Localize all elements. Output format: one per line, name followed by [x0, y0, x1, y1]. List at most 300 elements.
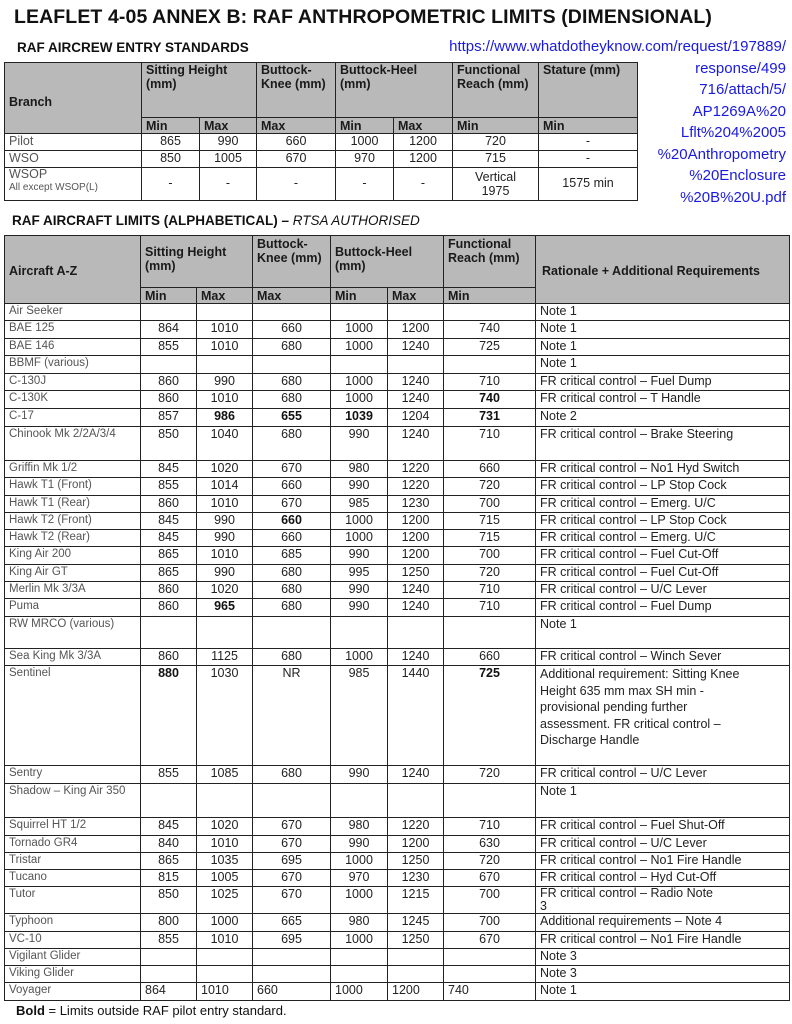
cell-buttock-heel-min: 1039 — [331, 409, 388, 427]
cell-value: - — [257, 168, 336, 201]
cell-sitting-height-min: 845 — [141, 818, 197, 836]
aircraft-name: RW MRCO (various) — [5, 617, 141, 649]
cell-buttock-heel-max: 1220 — [388, 818, 444, 836]
cell-functional-reach-min: 710 — [444, 582, 536, 599]
rationale-note: FR critical control – LP Stop Cock — [536, 513, 790, 530]
cell-buttock-heel-min: 980 — [331, 914, 388, 932]
cell-sitting-height-max: 1010 — [197, 391, 253, 409]
cell-buttock-knee-max: 680 — [253, 391, 331, 409]
cell-functional-reach-min — [444, 784, 536, 818]
cell-buttock-heel-max: 1200 — [388, 836, 444, 853]
cell-buttock-heel-min: 1000 — [331, 530, 388, 547]
cell-buttock-heel-max — [388, 617, 444, 649]
entry-standards-heading: RAF AIRCREW ENTRY STANDARDS — [17, 40, 249, 55]
cell-functional-reach-min — [444, 966, 536, 983]
cell-value: 1200 — [394, 151, 453, 168]
cell-buttock-heel-min: 990 — [331, 582, 388, 599]
cell-sitting-height-max: 1025 — [197, 887, 253, 914]
cell-buttock-heel-max: 1240 — [388, 649, 444, 666]
cell-buttock-knee-max: NR — [253, 666, 331, 766]
cell-sitting-height-min: 880 — [141, 666, 197, 766]
cell-buttock-heel-max — [388, 949, 444, 966]
cell-functional-reach-min: 720 — [444, 766, 536, 784]
table-row — [5, 853, 790, 870]
cell-sitting-height-max: 1005 — [197, 870, 253, 887]
cell-value: 1200 — [394, 134, 453, 151]
aircraft-name: C-130K — [5, 391, 141, 409]
table-row — [5, 565, 790, 582]
cell-buttock-knee-max: 660 — [253, 513, 331, 530]
cell-functional-reach-min: 700 — [444, 547, 536, 565]
cell-value: 1005 — [200, 151, 257, 168]
cell-buttock-knee-max — [253, 784, 331, 818]
cell-sitting-height-max — [197, 356, 253, 374]
rationale-note: FR critical control – Brake Steering — [536, 427, 790, 461]
subheader-min: Min — [331, 288, 388, 304]
header-sitting-height: Sitting Height (mm) — [141, 236, 253, 288]
table-row — [5, 617, 790, 649]
cell-buttock-heel-max: 1240 — [388, 766, 444, 784]
cell-buttock-heel-max: 1240 — [388, 427, 444, 461]
cell-buttock-heel-min — [331, 784, 388, 818]
cell-buttock-knee-max — [253, 304, 331, 321]
header-rationale: Rationale + Additional Requirements — [536, 236, 790, 304]
cell-buttock-knee-max: 695 — [253, 932, 331, 949]
source-link-line[interactable]: %20Enclosure — [689, 167, 786, 184]
cell-value: 720 — [453, 134, 539, 151]
cell-functional-reach-min: 710 — [444, 374, 536, 391]
document-title: LEAFLET 4-05 ANNEX B: RAF ANTHROPOMETRIC LIMITS (DIMENSIONAL) — [14, 6, 712, 28]
aircraft-name: Air Seeker — [5, 304, 141, 321]
cell-buttock-knee-max: 670 — [253, 818, 331, 836]
header-aircraft-label: Aircraft A-Z — [9, 263, 78, 278]
cell-buttock-heel-min: 1000 — [331, 374, 388, 391]
cell-buttock-heel-min: 980 — [331, 461, 388, 478]
table-row — [5, 932, 790, 949]
table-row — [5, 914, 790, 932]
cell-sitting-height-max: 1000 — [197, 914, 253, 932]
cell-buttock-heel-max: 1220 — [388, 461, 444, 478]
cell-sitting-height-max: 1030 — [197, 666, 253, 766]
rationale-note: Note 1 — [536, 983, 790, 1001]
cell-sitting-height-max — [197, 966, 253, 983]
subheader-min: Min — [539, 118, 638, 134]
legend-footnote — [16, 1003, 287, 1018]
cell-sitting-height-max: 1010 — [197, 339, 253, 356]
subheader-max: Max — [197, 288, 253, 304]
cell-sitting-height-max: 1010 — [197, 983, 253, 1001]
cell-buttock-heel-min — [331, 617, 388, 649]
aircraft-limits-heading-italic: RTSA AUTHORISED — [292, 213, 420, 228]
cell-buttock-heel-max: 1245 — [388, 914, 444, 932]
cell-buttock-knee-max: 670 — [253, 496, 331, 513]
table-row — [5, 304, 790, 321]
table-row — [5, 478, 790, 496]
cell-functional-reach-min: 715 — [444, 530, 536, 547]
cell-buttock-heel-max: 1230 — [388, 870, 444, 887]
cell-sitting-height-max: 1010 — [197, 496, 253, 513]
cell-functional-reach-min: 720 — [444, 565, 536, 582]
aircraft-name: VC-10 — [5, 932, 141, 949]
cell-sitting-height-min: 855 — [141, 932, 197, 949]
rationale-note: Note 1 — [536, 356, 790, 374]
aircraft-name: Chinook Mk 2/2A/3/4 — [5, 427, 141, 461]
cell-value: - — [336, 168, 394, 201]
cell-buttock-heel-max: 1200 — [388, 321, 444, 339]
branch-name-sub: All except WSOP(L) — [9, 182, 98, 193]
cell-value: 670 — [257, 151, 336, 168]
cell-sitting-height-min: 815 — [141, 870, 197, 887]
cell-buttock-knee-max — [253, 949, 331, 966]
rationale-note: FR critical control – Emerg. U/C — [536, 496, 790, 513]
rationale-note: FR critical control – Fuel Dump — [536, 374, 790, 391]
rationale-note: FR critical control – Hyd Cut-Off — [536, 870, 790, 887]
cell-buttock-heel-max: 1204 — [388, 409, 444, 427]
cell-functional-reach-min — [444, 304, 536, 321]
cell-buttock-knee-max: 685 — [253, 547, 331, 565]
rationale-note: Note 1 — [536, 304, 790, 321]
aircraft-name: Sentry — [5, 766, 141, 784]
subheader-max: Max — [200, 118, 257, 134]
rationale-note: FR critical control – U/C Lever — [536, 836, 790, 853]
cell-buttock-heel-max: 1240 — [388, 374, 444, 391]
rationale-note: Note 2 — [536, 409, 790, 427]
aircraft-name: Hawk T2 (Front) — [5, 513, 141, 530]
aircraft-name: Vigilant Glider — [5, 949, 141, 966]
table-row — [5, 666, 790, 766]
aircraft-name: King Air GT — [5, 565, 141, 582]
cell-value: - — [394, 168, 453, 201]
aircraft-name: C-17 — [5, 409, 141, 427]
cell-buttock-heel-max: 1440 — [388, 666, 444, 766]
aircraft-name: Hawk T1 (Rear) — [5, 496, 141, 513]
cell-buttock-heel-min: 1000 — [331, 932, 388, 949]
cell-buttock-heel-max: 1240 — [388, 391, 444, 409]
rationale-note: Note 1 — [536, 784, 790, 818]
cell-buttock-heel-min — [331, 304, 388, 321]
cell-sitting-height-min — [141, 949, 197, 966]
table-row — [5, 582, 790, 599]
cell-value: 1575 min — [539, 168, 638, 201]
cell-sitting-height-max: 1010 — [197, 547, 253, 565]
cell-functional-reach-min: 700 — [444, 887, 536, 914]
cell-buttock-heel-min: 1000 — [331, 321, 388, 339]
cell-sitting-height-max — [197, 784, 253, 818]
aircraft-name: Voyager — [5, 983, 141, 1001]
cell-sitting-height-max: 1020 — [197, 582, 253, 599]
cell-buttock-heel-max — [388, 784, 444, 818]
cell-buttock-heel-max: 1230 — [388, 496, 444, 513]
source-link-line[interactable]: response/499 — [695, 59, 786, 77]
cell-buttock-heel-min: 1000 — [331, 983, 388, 1001]
cell-buttock-heel-min: 985 — [331, 666, 388, 766]
header-aircraft — [5, 236, 141, 304]
rationale-note: FR critical control – U/C Lever — [536, 766, 790, 784]
aircraft-name: Tutor — [5, 887, 141, 914]
subheader-min: Min — [444, 288, 536, 304]
table-row — [5, 547, 790, 565]
cell-value: 660 — [257, 134, 336, 151]
cell-functional-reach-min — [444, 617, 536, 649]
table-row — [5, 649, 790, 666]
aircraft-name: Typhoon — [5, 914, 141, 932]
cell-value: Vertical 1975 — [453, 168, 539, 201]
cell-sitting-height-max: 990 — [197, 565, 253, 582]
cell-buttock-heel-min: 990 — [331, 599, 388, 617]
cell-sitting-height-max: 1125 — [197, 649, 253, 666]
rationale-note: FR critical control – Emerg. U/C — [536, 530, 790, 547]
cell-buttock-heel-min: 980 — [331, 818, 388, 836]
cell-buttock-heel-max: 1240 — [388, 582, 444, 599]
cell-sitting-height-min: 860 — [141, 374, 197, 391]
cell-buttock-heel-min — [331, 949, 388, 966]
table-row — [5, 374, 790, 391]
cell-buttock-knee-max: 680 — [253, 427, 331, 461]
cell-buttock-heel-max: 1250 — [388, 932, 444, 949]
table-row — [5, 321, 790, 339]
cell-buttock-heel-min: 1000 — [331, 339, 388, 356]
source-link-line[interactable]: 716/attach/5/ — [699, 81, 786, 98]
aircraft-name: Tornado GR4 — [5, 836, 141, 853]
rationale-note: Note 1 — [536, 617, 790, 649]
cell-sitting-height-max — [197, 949, 253, 966]
rationale-note: FR critical control – No1 Fire Handle — [536, 932, 790, 949]
table-row — [5, 530, 790, 547]
header-functional-reach: Functional Reach (mm) — [444, 236, 536, 288]
table-row — [5, 836, 790, 853]
rationale-note: FR critical control – No1 Fire Handle — [536, 853, 790, 870]
cell-buttock-knee-max: 660 — [253, 321, 331, 339]
cell-buttock-heel-max: 1250 — [388, 565, 444, 582]
entry-standards-table — [4, 62, 638, 201]
cell-sitting-height-min: 860 — [141, 649, 197, 666]
branch-name — [5, 168, 142, 201]
cell-sitting-height-min: 865 — [141, 547, 197, 565]
cell-sitting-height-min: 860 — [141, 599, 197, 617]
cell-buttock-heel-min: 1000 — [331, 853, 388, 870]
cell-sitting-height-max: 1020 — [197, 818, 253, 836]
cell-sitting-height-max: 1010 — [197, 321, 253, 339]
subheader-max: Max — [394, 118, 453, 134]
cell-value: - — [539, 151, 638, 168]
cell-buttock-knee-max: 655 — [253, 409, 331, 427]
subheader-max: Max — [257, 118, 336, 134]
aircraft-name: Sentinel — [5, 666, 141, 766]
cell-functional-reach-min — [444, 356, 536, 374]
cell-sitting-height-min: 864 — [141, 983, 197, 1001]
cell-buttock-heel-max: 1215 — [388, 887, 444, 914]
legend-bold-label: Bold — [16, 1003, 45, 1018]
cell-value: 865 — [142, 134, 200, 151]
cell-buttock-heel-max — [388, 356, 444, 374]
cell-functional-reach-min: 725 — [444, 666, 536, 766]
cell-sitting-height-max: 986 — [197, 409, 253, 427]
cell-sitting-height-min: 850 — [141, 887, 197, 914]
cell-buttock-heel-min: 990 — [331, 836, 388, 853]
aircraft-name: Tristar — [5, 853, 141, 870]
cell-functional-reach-min: 660 — [444, 649, 536, 666]
cell-sitting-height-min: 855 — [141, 478, 197, 496]
cell-functional-reach-min: 710 — [444, 599, 536, 617]
cell-sitting-height-max — [197, 304, 253, 321]
aircraft-name: Puma — [5, 599, 141, 617]
cell-sitting-height-max: 990 — [197, 530, 253, 547]
cell-sitting-height-min — [141, 304, 197, 321]
cell-buttock-heel-min — [331, 966, 388, 983]
aircraft-limits-table — [4, 235, 790, 1001]
rationale-note: FR critical control – Fuel Cut-Off — [536, 565, 790, 582]
branch-name: WSO — [5, 151, 142, 168]
rationale-note: Note 1 — [536, 321, 790, 339]
cell-sitting-height-min: 855 — [141, 339, 197, 356]
subheader-min: Min — [453, 118, 539, 134]
rationale-note: Additional requirements – Note 4 — [536, 914, 790, 932]
aircraft-name: Sea King Mk 3/3A — [5, 649, 141, 666]
cell-sitting-height-min: 864 — [141, 321, 197, 339]
rationale-note: FR critical control – Winch Sever — [536, 649, 790, 666]
subheader-min: Min — [336, 118, 394, 134]
table-row — [5, 427, 790, 461]
cell-sitting-height-max: 965 — [197, 599, 253, 617]
rationale-note: Note 3 — [536, 966, 790, 983]
rationale-note: Note 1 — [536, 339, 790, 356]
subheader-max: Max — [253, 288, 331, 304]
cell-functional-reach-min: 720 — [444, 853, 536, 870]
table-row — [5, 766, 790, 784]
cell-sitting-height-max: 1010 — [197, 932, 253, 949]
cell-sitting-height-min — [141, 784, 197, 818]
cell-sitting-height-min: 865 — [141, 853, 197, 870]
rationale-note: FR critical control – Fuel Shut-Off — [536, 818, 790, 836]
source-link-line[interactable]: AP1269A%20 — [692, 102, 786, 120]
cell-sitting-height-min — [141, 617, 197, 649]
cell-sitting-height-min: 860 — [141, 582, 197, 599]
cell-buttock-heel-min — [331, 356, 388, 374]
table-row — [5, 151, 638, 168]
cell-sitting-height-min: 857 — [141, 409, 197, 427]
cell-buttock-knee-max: 665 — [253, 914, 331, 932]
aircraft-name: BAE 125 — [5, 321, 141, 339]
cell-sitting-height-min — [141, 356, 197, 374]
source-link-line[interactable]: https://www.whatdotheyknow.com/request/197889/ — [449, 38, 786, 55]
cell-buttock-heel-max: 1200 — [388, 983, 444, 1001]
table-row — [5, 966, 790, 983]
cell-buttock-heel-max: 1200 — [388, 513, 444, 530]
aircraft-name: Hawk T2 (Rear) — [5, 530, 141, 547]
cell-buttock-knee-max: 680 — [253, 766, 331, 784]
cell-buttock-heel-min: 1000 — [331, 887, 388, 914]
aircraft-name: Squirrel HT 1/2 — [5, 818, 141, 836]
aircraft-name: BAE 146 — [5, 339, 141, 356]
cell-buttock-heel-min: 990 — [331, 478, 388, 496]
aircraft-name: C-130J — [5, 374, 141, 391]
cell-buttock-knee-max — [253, 617, 331, 649]
cell-sitting-height-min: 860 — [141, 496, 197, 513]
header-buttock-knee: Buttock-Knee (mm) — [257, 63, 336, 118]
rationale-note: Note 3 — [536, 949, 790, 966]
cell-sitting-height-max: 1014 — [197, 478, 253, 496]
cell-sitting-height-max: 1035 — [197, 853, 253, 870]
table-row — [5, 949, 790, 966]
aircraft-limits-heading — [12, 213, 420, 228]
rationale-note: Additional requirement: Sitting Knee Height 635 mm max SH min - provisional pending further assessment. FR critical control – Discharge Handle — [536, 666, 790, 766]
cell-buttock-heel-min: 990 — [331, 766, 388, 784]
table-row — [5, 496, 790, 513]
aircraft-name: Tucano — [5, 870, 141, 887]
table-row — [5, 409, 790, 427]
source-link-line[interactable]: %20B%20U.pdf — [680, 188, 786, 206]
cell-value: - — [200, 168, 257, 201]
cell-buttock-knee-max — [253, 966, 331, 983]
cell-buttock-knee-max: 660 — [253, 983, 331, 1001]
cell-sitting-height-min: 800 — [141, 914, 197, 932]
cell-sitting-height-max: 1010 — [197, 836, 253, 853]
cell-buttock-heel-min: 1000 — [331, 649, 388, 666]
cell-buttock-heel-min: 1000 — [331, 391, 388, 409]
rationale-note: FR critical control – U/C Lever — [536, 582, 790, 599]
cell-buttock-heel-max — [388, 966, 444, 983]
cell-value: 970 — [336, 151, 394, 168]
cell-buttock-heel-min: 970 — [331, 870, 388, 887]
cell-buttock-knee-max: 680 — [253, 649, 331, 666]
table-row — [5, 168, 638, 201]
header-buttock-knee: Buttock-Knee (mm) — [253, 236, 331, 288]
aircraft-name: Merlin Mk 3/3A — [5, 582, 141, 599]
cell-functional-reach-min: 670 — [444, 870, 536, 887]
cell-sitting-height-min — [141, 966, 197, 983]
aircraft-name: Hawk T1 (Front) — [5, 478, 141, 496]
aircraft-name: BBMF (various) — [5, 356, 141, 374]
cell-functional-reach-min: 670 — [444, 932, 536, 949]
cell-functional-reach-min — [444, 949, 536, 966]
cell-buttock-knee-max: 660 — [253, 478, 331, 496]
rationale-note: FR critical control – Fuel Dump — [536, 599, 790, 617]
cell-buttock-knee-max: 670 — [253, 870, 331, 887]
cell-buttock-heel-min: 995 — [331, 565, 388, 582]
cell-buttock-knee-max: 680 — [253, 565, 331, 582]
cell-functional-reach-min: 700 — [444, 914, 536, 932]
cell-value: 990 — [200, 134, 257, 151]
table-row — [5, 870, 790, 887]
rationale-note: FR critical control – LP Stop Cock — [536, 478, 790, 496]
legend-text: = Limits outside RAF pilot entry standard. — [44, 1003, 287, 1018]
cell-buttock-knee-max: 695 — [253, 853, 331, 870]
cell-value: - — [539, 134, 638, 151]
header-stature: Stature (mm) — [539, 63, 638, 118]
table-row — [5, 887, 790, 914]
cell-sitting-height-min: 845 — [141, 530, 197, 547]
cell-sitting-height-max: 990 — [197, 513, 253, 530]
source-link-line[interactable]: %20Anthropometry — [657, 145, 786, 163]
header-buttock-heel: Buttock-Heel (mm) — [331, 236, 444, 288]
cell-buttock-heel-max: 1200 — [388, 547, 444, 565]
rationale-note: FR critical control – Radio Note 3 — [536, 887, 790, 914]
table-row — [5, 818, 790, 836]
table-row — [5, 339, 790, 356]
source-link-line[interactable]: Lflt%204%2005 — [680, 124, 786, 141]
cell-functional-reach-min: 740 — [444, 321, 536, 339]
cell-buttock-knee-max: 660 — [253, 530, 331, 547]
subheader-min: Min — [141, 288, 197, 304]
cell-sitting-height-max: 990 — [197, 374, 253, 391]
header-sitting-height: Sitting Height (mm) — [142, 63, 257, 118]
header-branch: Branch — [5, 63, 142, 134]
cell-buttock-knee-max: 670 — [253, 887, 331, 914]
cell-functional-reach-min: 715 — [444, 513, 536, 530]
subheader-min: Min — [142, 118, 200, 134]
cell-sitting-height-min: 845 — [141, 461, 197, 478]
cell-buttock-heel-min: 990 — [331, 547, 388, 565]
